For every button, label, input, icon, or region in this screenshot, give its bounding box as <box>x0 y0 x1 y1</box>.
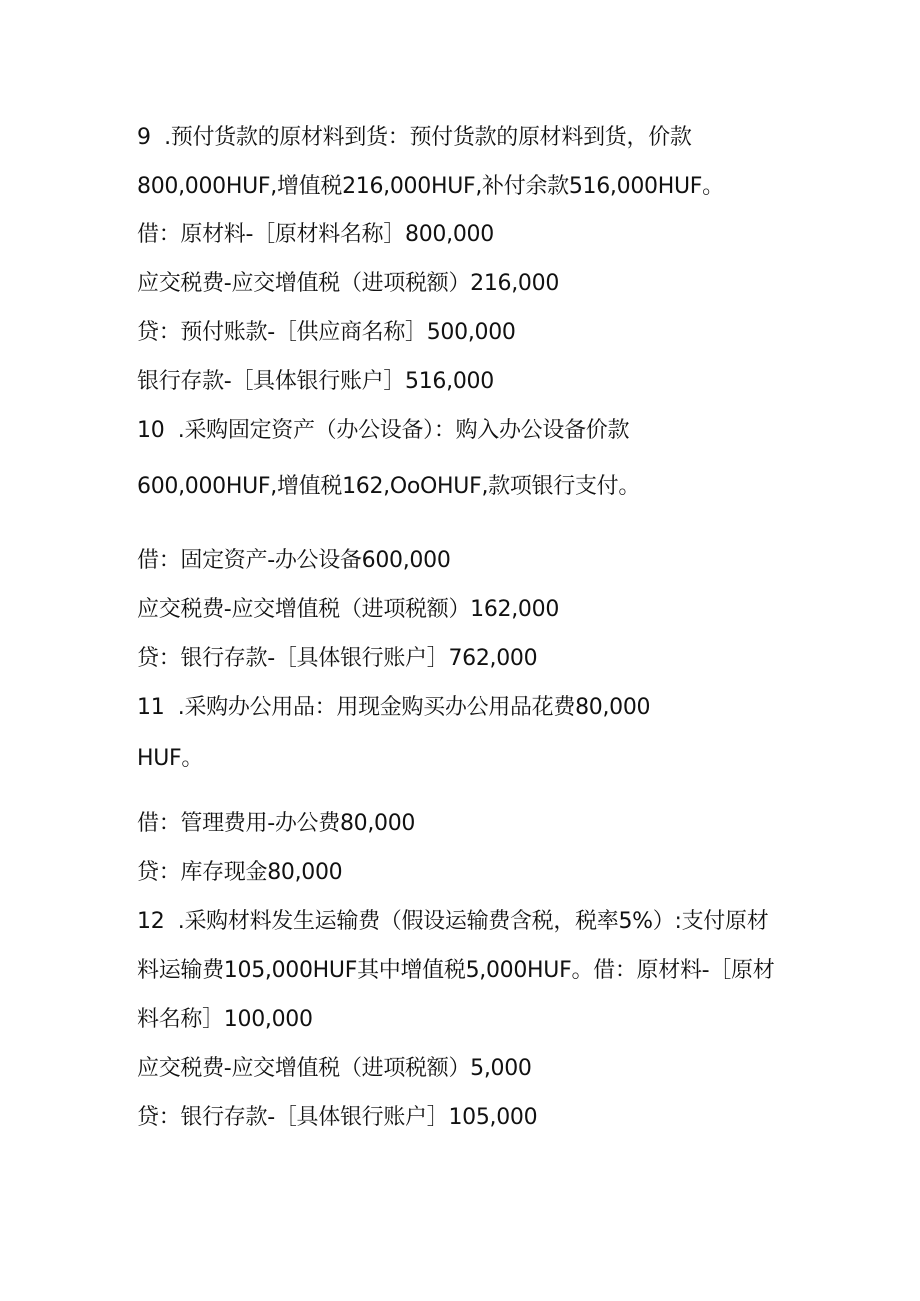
item-10-heading: 10 .采购固定资产（办公设备）：购入办公设备价款 <box>137 418 630 443</box>
item-12-amounts: 料运输费105,000HUF其中增值税5,000HUF。借：原材料-［原材 <box>137 958 775 983</box>
item-12-debit-continued: 料名称］100,000 <box>137 1007 313 1032</box>
item-12-credit-bank: 贷：银行存款-［具体银行账户］105,000 <box>137 1105 538 1130</box>
item-12-heading: 12 .采购材料发生运输费（假设运输费含税，税率5%）:支付原材 <box>137 909 769 934</box>
item-10-amounts: 600,000HUF,增值税162,OoOHUF,款项银行支付。 <box>137 474 641 499</box>
item-10-debit-input-vat: 应交税费-应交增值税（进项税额）162,000 <box>137 597 560 622</box>
item-9-credit-prepayment: 贷：预付账款-［供应商名称］500,000 <box>137 320 516 345</box>
item-9-credit-bank: 银行存款-［具体银行账户］516,000 <box>137 369 494 394</box>
item-9-debit-raw-material: 借：原材料-［原材料名称］800,000 <box>137 222 494 247</box>
item-11-heading: 11 .采购办公用品：用现金购买办公用品花费80,000 <box>137 695 651 720</box>
item-11-debit-admin-expense: 借：管理费用-办公费80,000 <box>137 811 416 836</box>
item-10-credit-bank: 贷：银行存款-［具体银行账户］762,000 <box>137 646 538 671</box>
item-9-heading: 9 .预付货款的原材料到货：预付货款的原材料到货，价款 <box>137 125 692 150</box>
item-11-heading-continued: HUF。 <box>137 746 204 771</box>
item-9-amounts: 800,000HUF,增值税216,000HUF,补付余款516,000HUF。 <box>137 174 724 199</box>
item-10-debit-fixed-asset: 借：固定资产-办公设备600,000 <box>137 548 451 573</box>
item-12-debit-input-vat: 应交税费-应交增值税（进项税额）5,000 <box>137 1056 532 1081</box>
item-11-credit-cash: 贷：库存现金80,000 <box>137 860 343 885</box>
item-9-debit-input-vat: 应交税费-应交增值税（进项税额）216,000 <box>137 271 560 296</box>
